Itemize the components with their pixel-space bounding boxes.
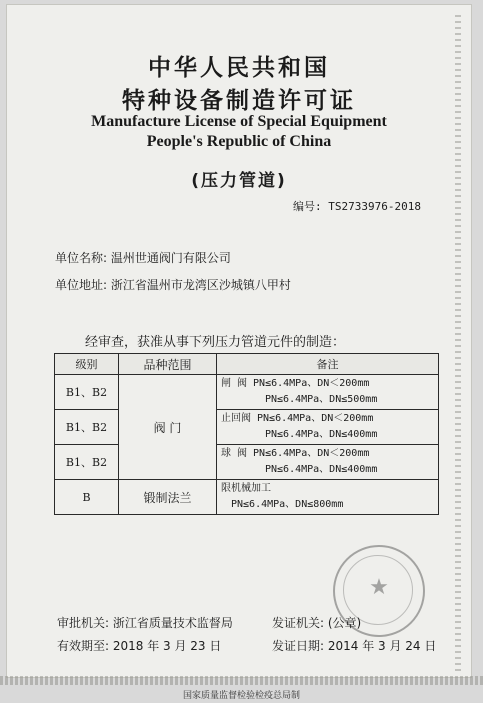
approval-authority: 审批机关: 浙江省质量技术监督局 [57,616,233,630]
unit-address-value: 浙江省温州市龙湾区沙城镇八甲村 [110,278,291,292]
certificate-number: 编号: TS2733976-2018 [293,200,421,213]
table-row [55,410,439,445]
note-line: 止回阀 PN≤6.4MPa、DN＜200mm [221,413,374,424]
note-line: 限机械加工 [221,483,271,494]
row-kind: 阀 门 [119,375,217,480]
title-cn-line1: 中华人民共和国 [148,55,330,81]
approval-statement: 经审查，获准从事下列压力管道元件的制造： [85,335,346,350]
table-header-row [55,354,439,375]
note-line: 闸 阀 PN≤6.4MPa、DN＜200mm [221,378,370,389]
seal-star-icon: ★ [369,575,389,600]
header-kind: 品种范围 [119,354,217,375]
license-category: (压力管道) [191,171,287,191]
license-sheet [6,4,472,678]
row-level: B [55,480,119,515]
note-line: PN≤6.4MPa、DN≤400mm [265,464,378,475]
unit-name-value: 温州世通阀门有限公司 [110,251,231,265]
row-level: B1、B2 [55,410,119,445]
row-kind: 锻制法兰 [119,480,217,515]
table-row [55,445,439,480]
perforation-bottom [0,676,483,685]
row-notes [217,410,439,445]
unit-name-row [55,249,231,266]
note-line: PN≤6.4MPa、DN≤800mm [231,499,344,510]
issuing-authority: 发证机关: (公章) [272,616,362,630]
header-notes: 备注 [217,354,439,375]
title-en-line2: People's Republic of China [146,133,332,150]
table-row [55,480,439,515]
table-row [55,375,439,410]
row-level: B1、B2 [55,375,119,410]
row-notes [217,480,439,515]
note-line: PN≤6.4MPa、DN≤500mm [265,394,378,405]
unit-address-row [55,276,291,293]
unit-name-label: 单位名称: [55,251,108,265]
note-line: 球 阀 PN≤6.4MPa、DN＜200mm [221,448,370,459]
issue-date: 发证日期: 2014 年 3 月 24 日 [272,639,437,653]
row-level: B1、B2 [55,445,119,480]
valid-until: 有效期至: 2018 年 3 月 23 日 [57,639,222,653]
title-cn-line2: 特种设备制造许可证 [122,88,356,114]
product-table [54,353,439,515]
header-level: 级别 [55,354,119,375]
unit-address-label: 单位地址: [55,278,108,292]
note-line: PN≤6.4MPa、DN≤400mm [265,429,378,440]
row-notes [217,375,439,410]
printer-line: 国家质量监督检验检疫总局制 [182,691,300,701]
title-en-line1: Manufacture License of Special Equipment [91,113,387,130]
row-notes [217,445,439,480]
